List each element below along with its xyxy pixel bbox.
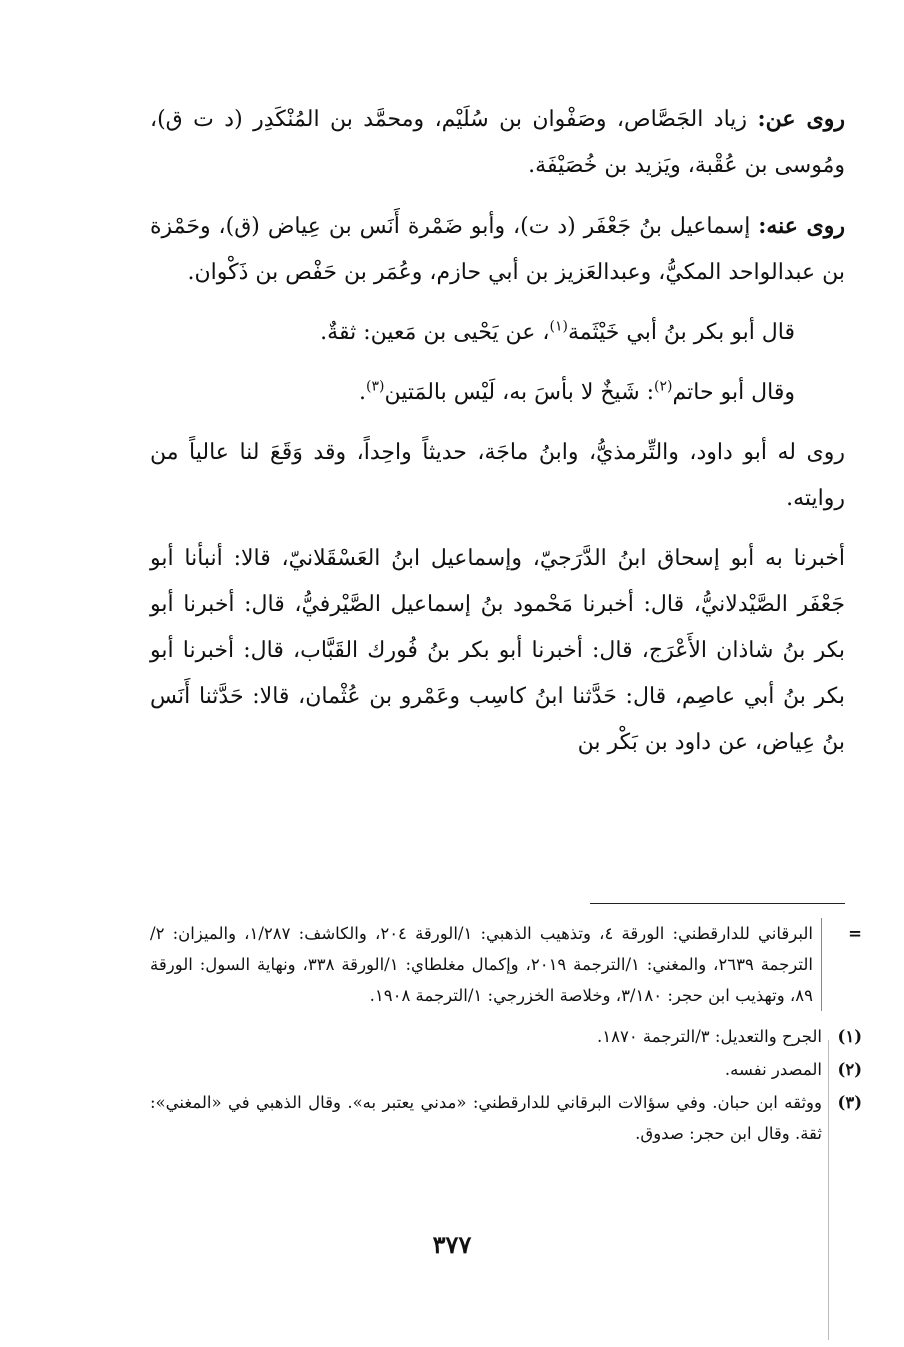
p3-before: قال أبو بكر بنُ أبي خَيْثَمة <box>567 320 795 345</box>
page-number: ٣٧٧ <box>432 1230 472 1259</box>
footnote-text: الجرح والتعديل: ٣/الترجمة ١٨٧٠. <box>596 1027 822 1046</box>
p4-before: وقال أبو حاتم <box>672 380 795 405</box>
paragraph-narrated-by <box>150 203 845 296</box>
footnote-3 <box>150 1087 862 1149</box>
p3-after: ، عن يَحْيى بن مَعين: ثقةٌ. <box>320 320 550 345</box>
label-narrated-by: روى عنه: <box>758 213 846 239</box>
narrated-from-text: زياد الجَصَّاص، وصَفْوان بن سُلَيْم، ومحمَّد بن المُنْكَدِر (د ت ق)، ومُوسى بن عُقْبة، ويَزيد بن خُصَيْفَة. <box>150 107 845 178</box>
p6-text: أخبرنا به أبو إسحاق ابنُ الدَّرَجيّ، وإسماعيل ابنُ العَسْقَلانيّ، قالا: أنبأنا أبو جَعْفَر الصَّيْدلانيُّ، قال: أخبرنا مَحْمود بنُ إسماعيل الصَّيْرفيُّ، قال: أخبرنا أبو بكر بنُ شاذان الأَعْرَج، قال: أخبرنا أبو بكر بنُ فُورك القَبَّاب، قال: أخبرنا أبو بكر بنُ أبي عاصِم، قال: حَدَّثنا ابنُ كاسِب وعَمْرو بن عُثْمان، قالا: حَدَّثنا أَنَس بنُ عِياض، عن داود بن بَكْر بن <box>150 546 846 755</box>
footnote-text: البرقاني للدارقطني: الورقة ٤، وتذهيب الذهبي: ١/الورقة ٢٠٤، والكاشف: ١/٢٨٧، والميزان: ٢/الترجمة ٢٦٣٩، والمغني: ١/الترجمة ٢٠١٩، وإكمال مغلطاي: ١/الورقة ٣٣٨، ونهاية السول: الورقة ٨٩، وتهذيب ابن حجر: ٣/١٨٠، وخلاصة الخزرجي: ١/الترجمة ١٩٠٨. <box>150 918 822 1011</box>
paragraph-abu-hatim <box>150 370 845 416</box>
p4-middle: : شَيخٌ لا بأسَ به، لَيْس بالمَتين <box>384 380 655 405</box>
footnote-1 <box>150 1021 862 1052</box>
paragraph-ibn-abi-khaythama <box>150 310 845 356</box>
footnotes <box>150 918 862 1151</box>
footnote-ref-2: (٢) <box>654 378 673 395</box>
paragraph-isnad <box>150 536 845 766</box>
footnote-mark: (٣) <box>837 1093 862 1112</box>
footnote-2 <box>150 1054 862 1085</box>
p4-after: . <box>359 380 367 405</box>
footnote-mark: (٢) <box>837 1060 862 1079</box>
paragraph-narrated-by-collectors <box>150 430 845 522</box>
main-text <box>150 96 845 780</box>
footnote-text: المصدر نفسه. <box>724 1060 822 1079</box>
footnote-separator <box>590 903 845 904</box>
label-narrated-from: روى عن: <box>757 106 845 132</box>
footnote-ref-1: (١) <box>549 318 568 335</box>
narrated-by-text: إسماعيل بنُ جَعْفَر (د ت)، وأبو ضَمْرة أَنَس بن عِياض (ق)، وحَمْزة بن عبدالواحد المكيُّ، وعبدالعَزيز بن أبي حازم، وعُمَر بن حَفْص بن ذَكْوان. <box>150 214 845 285</box>
footnote-mark: (١) <box>837 1027 862 1046</box>
footnote-ref-3: (٣) <box>366 378 385 395</box>
footnote-mark: = <box>848 924 862 943</box>
footnote-text: ووثقه ابن حبان. وفي سؤالات البرقاني للدارقطني: «مدني يعتبر به». وقال الذهبي في «المغني»: ثقة. وقال ابن حجر: صدوق. <box>150 1093 822 1143</box>
p5-text: روى له أبو داود، والتِّرمذيُّ، وابنُ ماجَة، حديثاً واحِداً، وقد وَقَعَ لنا عالياً من روايته. <box>150 440 845 511</box>
footnote-continued <box>150 918 862 1019</box>
paragraph-narrated-from <box>150 96 845 189</box>
